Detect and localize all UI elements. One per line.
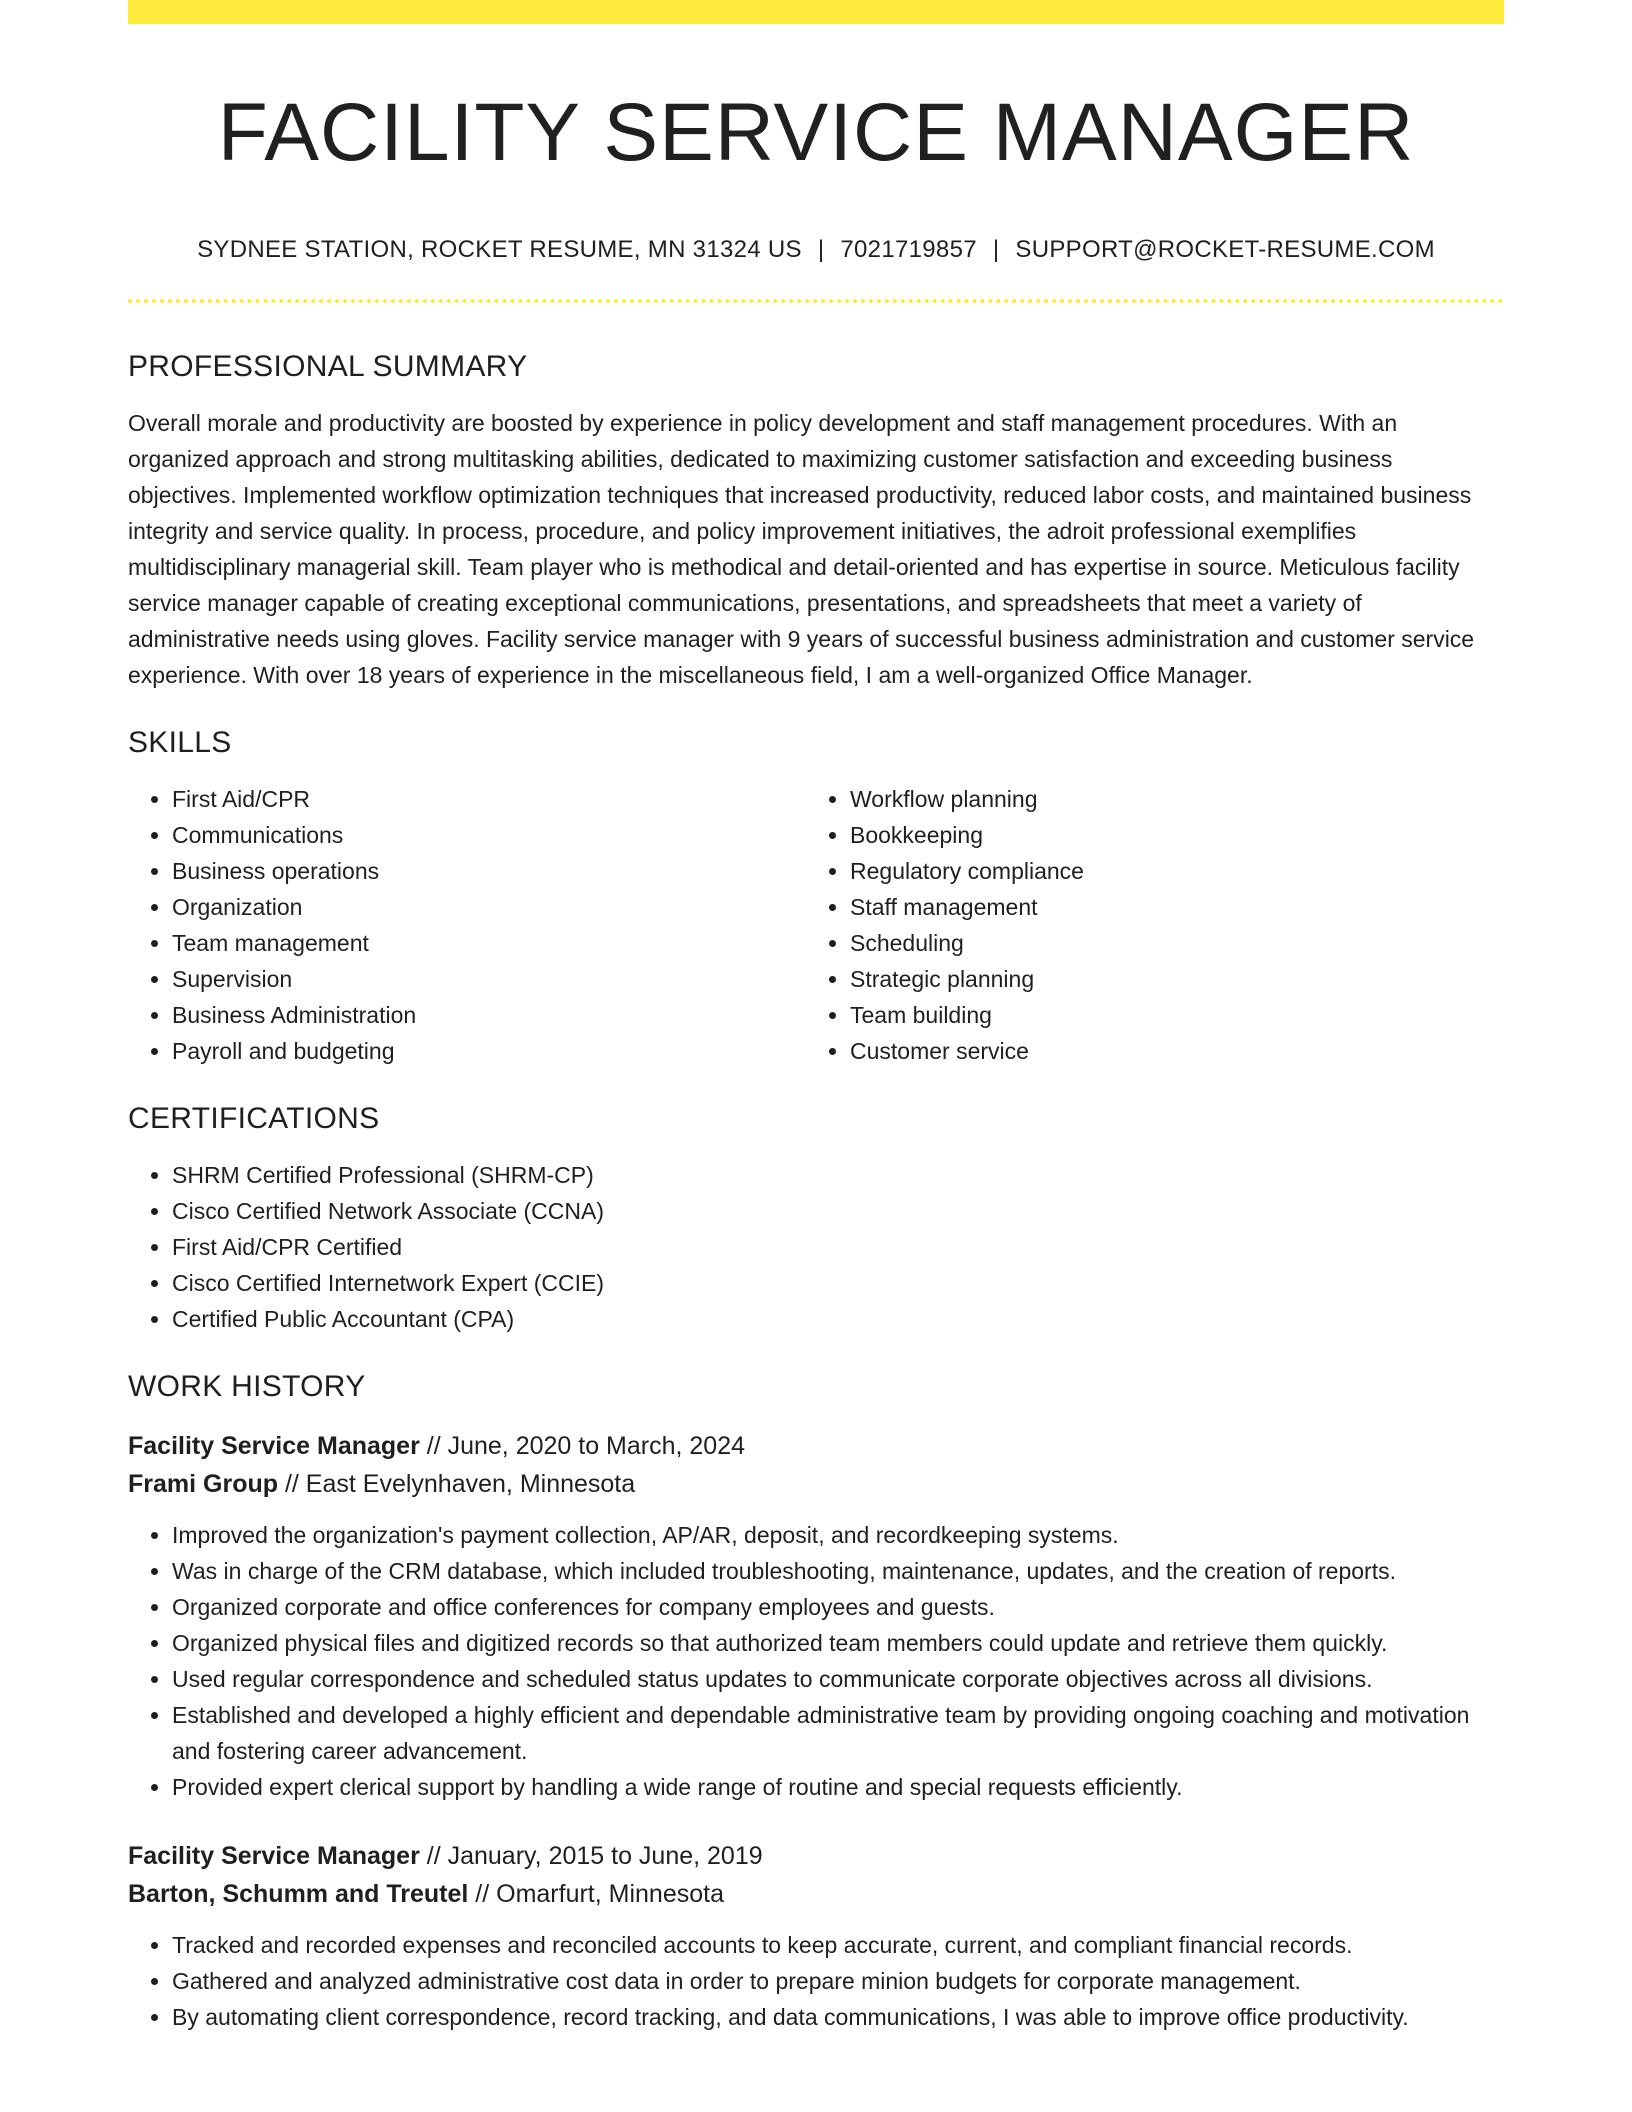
job-company: Frami Group [128,1470,279,1499]
contact-address: SYDNEE STATION, ROCKET RESUME, MN 31324 US [197,236,802,264]
job-duties-list [128,1927,1504,2035]
certification-item: • SHRM Certified Professional (SHRM-CP) [172,1157,1504,1193]
skills-columns [128,781,1504,1069]
job-role: Facility Service Manager [128,1432,420,1461]
resume-title: FACILITY SERVICE MANAGER [217,87,1415,178]
job-duty: • Used regular correspondence and scheduled status updates to communicate corporate objectives across all divisions. [172,1661,1504,1697]
job-role: Facility Service Manager [128,1842,420,1871]
job-duty: • Provided expert clerical support by handling a wide range of routine and special requests efficiently. [172,1769,1504,1805]
job-title-line [128,1837,1504,1875]
job-duty: • Tracked and recorded expenses and reconciled accounts to keep accurate, current, and compliant financial records. [172,1927,1504,1963]
skill-item: • Workflow planning [850,781,1484,817]
job-location: // Omarfurt, Minnesota [468,1880,724,1909]
skill-item: • Strategic planning [850,961,1484,997]
job-header [128,1837,1504,1913]
skill-item: • Customer service [850,1033,1484,1069]
job-duty: • Gathered and analyzed administrative cost data in order to prepare minion budgets for corporate management. [172,1963,1504,1999]
skill-item: • Scheduling [850,925,1484,961]
section-heading: WORK HISTORY [128,1370,366,1404]
summary-paragraph: Overall morale and productivity are boosted by experience in policy development and staff management procedures. With an organized approach and strong multitasking abilities, dedicated to maximizing customer satisfaction and exceeding business objectives. Implemented workflow optimization techniques that increased productivity, reduced labor costs, and maintained business integrity and service quality. In process, procedure, and policy improvement initiatives, the adroit professional exemplifies multidisciplinary managerial skill. Team player who is methodical and detail-oriented and has expertise in source. Meticulous facility service manager capable of creating exceptional communications, presentations, and spreadsheets that meet a variety of administrative needs using gloves. Facility service manager with 9 years of successful business administration and customer service experience. With over 18 years of experience in the miscellaneous field, I am a well-organized Office Manager. [128,410,1475,689]
skill-item: • Organization [172,889,806,925]
contact-phone: 7021719857 [840,236,977,264]
skill-item: • Business Administration [172,997,806,1033]
professional-summary-section [128,349,1504,693]
job-location: // East Evelynhaven, Minnesota [278,1470,636,1499]
job-duty: • By automating client correspondence, record tracking, and data communications, I was able to improve office productivity. [172,1999,1504,2035]
skill-item: • Communications [172,817,806,853]
certification-item: • Cisco Certified Network Associate (CCNA) [172,1193,1504,1229]
job-company: Barton, Schumm and Treutel [128,1880,469,1909]
section-heading: CERTIFICATIONS [128,1102,380,1136]
section-heading: PROFESSIONAL SUMMARY [128,350,528,384]
job-duty: • Organized physical files and digitized records so that authorized team members could update and retrieve them quickly. [172,1625,1504,1661]
job-entry [128,1837,1504,2035]
skill-item: • Payroll and budgeting [172,1033,806,1069]
skill-item: • Regulatory compliance [850,853,1484,889]
job-header [128,1427,1504,1503]
section-heading: SKILLS [128,726,232,760]
job-duty: • Was in charge of the CRM database, which included troubleshooting, maintenance, updates, and the creation of reports. [172,1553,1504,1589]
skill-item: • Team building [850,997,1484,1033]
contact-separator: | [992,236,1000,264]
job-duty: • Improved the organization's payment collection, AP/AR, deposit, and recordkeeping systems. [172,1517,1504,1553]
skill-item: • Supervision [172,961,806,997]
job-title-line [128,1427,1504,1465]
resume-page [128,0,1504,2035]
certification-item: • Certified Public Accountant (CPA) [172,1301,1504,1337]
contact-email: SUPPORT@ROCKET-RESUME.COM [1015,236,1435,264]
job-duty: • Organized corporate and office conferences for company employees and guests. [172,1589,1504,1625]
certification-item: • First Aid/CPR Certified [172,1229,1504,1265]
header-divider [128,299,1504,303]
job-duty: • Established and developed a highly efficient and dependable administrative team by providing ongoing coaching and motivation and fostering career advancement. [172,1697,1504,1769]
skills-section [128,725,1504,1069]
job-dates: // June, 2020 to March, 2024 [419,1432,746,1461]
certifications-list [128,1157,1504,1337]
skills-list-right [806,781,1484,1069]
contact-line [128,236,1504,264]
certification-item: • Cisco Certified Internetwork Expert (CCIE) [172,1265,1504,1301]
top-accent-bar [128,0,1504,24]
skill-item: • Staff management [850,889,1484,925]
contact-separator: | [817,236,825,264]
skill-item: • First Aid/CPR [172,781,806,817]
skills-list-left [128,781,806,1069]
skill-item: • Bookkeeping [850,817,1484,853]
certifications-section [128,1101,1504,1337]
skill-item: • Business operations [172,853,806,889]
skill-item: • Team management [172,925,806,961]
job-company-line [128,1465,1504,1503]
work-history-section [128,1369,1504,2035]
job-duties-list [128,1517,1504,1805]
job-company-line [128,1875,1504,1913]
job-entry [128,1427,1504,1805]
job-dates: // January, 2015 to June, 2019 [419,1842,763,1871]
